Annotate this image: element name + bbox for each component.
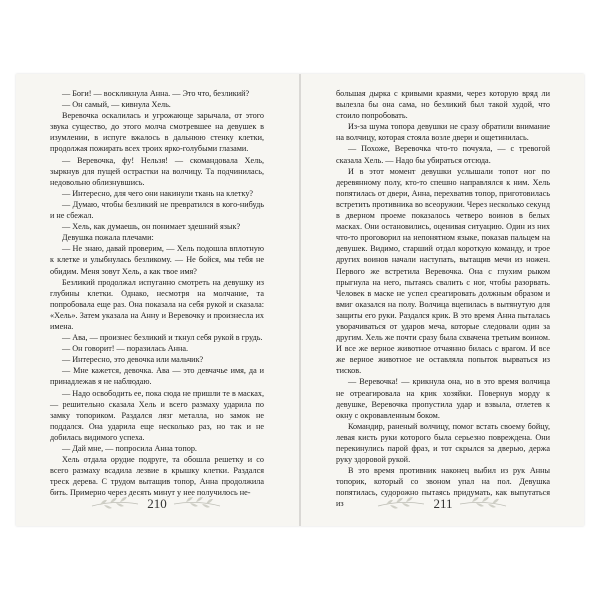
paragraph: — Дай мне, — попросила Анна топор. — [62, 444, 197, 453]
paragraph: В это время противник наконец выбил из рук Анны топорик, который со звоном упал на пол. Девушка попятилась, судорожно пытаясь придумать, как выпутаться из — [336, 466, 550, 509]
paragraph: Безликий продолжал испуганно смотреть на девушку из глубины клетки. Однако, несмотря на молчание, та попробовала еще раз. Она показала на себя рукой и сказала: «Хель». Затем указала на Анну и Веревочку и произнесла их имена. — [50, 277, 264, 331]
page-number-left: 210 — [147, 496, 167, 511]
paragraph: Веревочка оскалилась и угрожающе зарычала, от этого звука существо, до этого молча смотревшее на девушек в изумлении, в испуге вжалось в дальнюю стенку клетки, продолжая пожирать всех троих ярко-голубыми глазами. — [50, 111, 264, 154]
paragraph: — Похоже, Веревочка что-то почуяла, — с тревогой сказала Хель. — Надо бы убираться отсюда. — [336, 144, 550, 165]
right-page-footer — [336, 494, 550, 516]
book-spread — [16, 74, 584, 526]
paragraph: — Надо освободить ее, пока сюда не пришли те в масках, — решительно сказала Хель и всего размаху ударила по замку топориком. Раздался лязг металла, но замок не поддался. Она ударила еще несколько раз, но так и не добилась видимого успеха. — [50, 388, 264, 442]
paragraph: Хель отдала орудие подруге, та обошла решетку и со всего размаху всадила лезвие в крышку клетки. Раздался треск дерева. С трудом вытащив топор, Анна продолжила бить. Примерно через десять минут у нее получилось не- — [50, 455, 264, 498]
paragraph: — Ава, — произнес безликий и ткнул себя рукой в грудь. — [62, 333, 263, 343]
paragraph: большая дырка с кривыми краями, через которую вряд ли вылезла бы она сама, но безликий был такой худой, что стоило попробовать. — [336, 89, 550, 121]
paragraph: — Веревочка! — крикнула она, но в это время волчица не отреагировала на крик хозяйки. Повернув морду к девушке, Веревочка пропустила удар и взвыла, отлетев к окну с окровавленным боком. — [336, 377, 550, 420]
paragraph: — Мне кажется, девочка. Ава — это девчачье имя, да и принадлежав я не наблюдаю. — [50, 366, 264, 387]
paragraph: — Не знаю, давай проверим, — Хель подошла вплотную к клетке и улыбнулась безликому. — Не бойся, мы тебя не обидим. Меня зовут Хель, а как твое имя? — [50, 244, 264, 276]
paragraph: — Боги! — воскликнула Анна. — Это что, безликий? — [62, 89, 250, 98]
page-number-right: 211 — [433, 496, 453, 511]
left-page-text — [50, 88, 264, 498]
paragraph: Девушка пожала плечами: — [62, 233, 154, 243]
paragraph: Из-за шума топора девушки не сразу обратили внимание на волчицу, которая стояла возле двери и ощетинилась. — [336, 122, 550, 143]
left-page-footer — [50, 494, 264, 516]
paragraph: — Думаю, чтобы безликий не превратился в кого-нибудь и не сбежал. — [50, 199, 264, 221]
paragraph: — Он говорит! — поразилась Анна. — [62, 344, 189, 354]
right-page-text — [336, 88, 550, 510]
paragraph: — Хель, как думаешь, он понимает здешний язык? — [62, 222, 241, 232]
paragraph: И в этот момент девушки услышали топот ног по деревянному полу, кто-то спешно направлялся к ним. Хель попятилась от двери, Анна, перехватив топор, приготовилась встретить противника во всеоружии. Через несколько секунд в дверном проеме показалось четверо воинов в белых масках. Они остановились, оценивая ситуацию. Один из них что-то проговорил на непонятном языке, показав пальцем на девушек. Видимо, старший отдал короткую команду, и трое других воинов начали наступать, вытащив мечи из ножен. Первого же встретила Веревочка. Она с глухим рыком прыгнула на него, пытаясь свалить с ног, чтобы разорвать. Человек в маске не успел среагировать должным образом и вмиг оказался на полу. Волчица вцепилась в вытянутую для защиты его руки. Раздался крик. В это время Анна пыталась уворачиваться от ударов меча, которые следовали один за другим. Хель же почти сразу была схвачена третьим воином. И все же верное животное отчаянно билась с врагом. И все же верное животное не оставляла попыток вырваться из тисков. — [336, 166, 550, 376]
paragraph: Командир, раненый волчицу, помог встать своему бойцу, левая кисть руки которого была серьезно повреждена. Они перекинулись парой фраз, и тот скрылся за дверью, держа руку здоровой рукой. — [336, 421, 550, 465]
leaf-ornament-icon — [458, 496, 508, 512]
book-gutter — [299, 74, 301, 526]
paragraph: — Интересно, для чего они накинули ткань на клетку? — [62, 188, 254, 198]
paragraph: — Он самый, — кивнула Хель. — [62, 100, 171, 110]
paragraph: — Веревочка, фу! Нельзя! — скомандовала Хель, зыркнув для пущей острастки на волчицу. Та подчинилась, недовольно облизнувшись. — [50, 155, 264, 187]
paragraph: — Интересно, это девочка или мальчик? — [62, 355, 204, 365]
leaf-ornament-icon — [172, 496, 222, 512]
